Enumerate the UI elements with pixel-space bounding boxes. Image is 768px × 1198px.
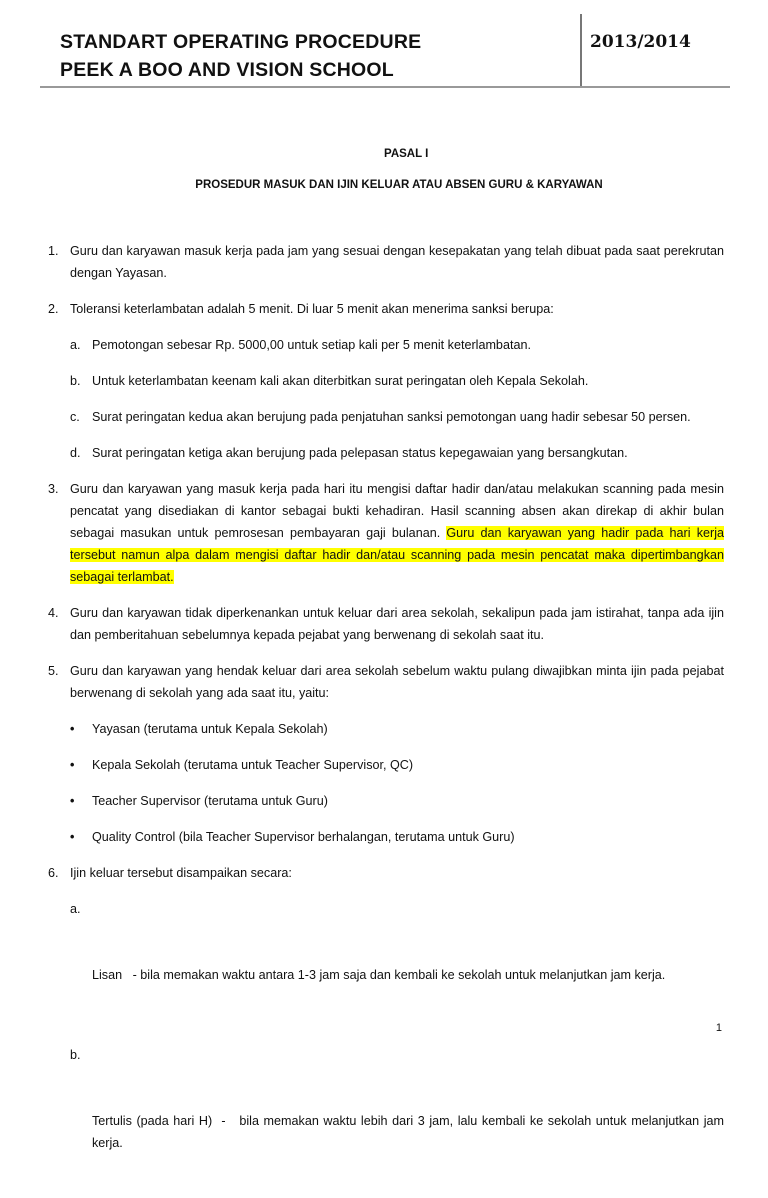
list-item [48, 240, 724, 284]
item-text: Guru dan karyawan tidak diperkenankan untuk keluar dari area sekolah, sekalipun pada jam istirahat, tanpa ada ijin dan pemberitahuan sebelumnya kepada pejabat yang berwenang di sekolah saat itu. [70, 606, 724, 642]
item-number: 4. [48, 606, 59, 620]
sub-item-text: Surat peringatan kedua akan berujung pada penjatuhan sanksi pemotongan uang hadir sebesar 50 persen. [92, 410, 691, 424]
list-item [48, 298, 724, 320]
item-text: Toleransi keterlambatan adalah 5 menit. Di luar 5 menit akan menerima sanksi berupa: [70, 302, 554, 316]
bullet-icon: • [70, 722, 75, 736]
item-text: Guru dan karyawan masuk kerja pada jam yang sesuai dengan kesepakatan yang telah dibuat pada saat perekrutan dengan Yayasan. [70, 244, 724, 280]
sub-item-letter: b. [70, 1048, 81, 1062]
bullet-icon: • [70, 830, 75, 844]
sub-item-letter: a. [70, 902, 81, 916]
sub-item [70, 442, 724, 464]
page-number: 1 [715, 1022, 722, 1034]
sub-item-text: Surat peringatan ketiga akan berujung pada pelepasan status kepegawaian yang bersangkutan. [92, 446, 628, 460]
pasal-label: PASAL I [384, 148, 429, 160]
sub-item-text: Pemotongan sebesar Rp. 5000,00 untuk setiap kali per 5 menit keterlambatan. [92, 338, 531, 352]
item-text: Guru dan karyawan yang hendak keluar dari area sekolah sebelum waktu pulang diwajibkan minta ijin pada pejabat berwenang di sekolah yang ada saat itu, yaitu: [70, 664, 724, 700]
article-subtitle: PROSEDUR MASUK DAN IJIN KELUAR ATAU ABSEN GURU & KARYAWAN [195, 179, 603, 191]
document-body [48, 240, 728, 1198]
bullet-item [70, 790, 724, 812]
item-number: 2. [48, 302, 59, 316]
item-text: Ijin keluar tersebut disampaikan secara: [70, 866, 292, 880]
bullet-text: Teacher Supervisor (terutama untuk Guru) [92, 794, 328, 808]
item-text-main: Guru dan karyawan yang masuk kerja pada hari itu mengisi daftar hadir dan/atau melakukan scanning pada mesin pencatat yang disediakan di kantor sebagai bukti kehadiran. Hasil scanning absen akan direkap di akhir bulan sebagai masukan untuk pemrosesan pembayaran gaji bulanan. [70, 482, 724, 540]
item-text [70, 478, 724, 588]
sub-item [70, 406, 724, 428]
list-item [48, 862, 724, 884]
sub-item [70, 370, 724, 392]
header-title [60, 28, 421, 84]
header-year: 2013/2014 [590, 32, 691, 52]
header-line-1: STANDART OPERATING PROCEDURE [60, 31, 422, 53]
item-number: 6. [48, 866, 59, 880]
sub-item-text: Untuk keterlambatan keenam kali akan diterbitkan surat peringatan oleh Kepala Sekolah. [92, 374, 589, 388]
bullet-text: Kepala Sekolah (terutama untuk Teacher Supervisor, QC) [92, 758, 414, 772]
sub-item-letter: c. [70, 410, 80, 424]
bullet-text: Quality Control (bila Teacher Supervisor berhalangan, terutama untuk Guru) [92, 830, 515, 844]
sub-item-letter: d. [70, 446, 81, 460]
item-number: 3. [48, 482, 59, 496]
document-header [40, 14, 730, 88]
sub-item-text: Lisan - bila memakan waktu antara 1-3 jam saja dan kembali ke sekolah untuk melanjutkan jam kerja. [92, 968, 666, 982]
header-divider [580, 14, 582, 86]
bullet-item [70, 718, 724, 740]
bullet-icon: • [70, 758, 75, 772]
article-heading [0, 148, 768, 160]
sub-item-text: Tertulis (pada hari H) - bila memakan waktu lebih dari 3 jam, lalu kembali ke sekolah untuk melanjutkan jam kerja. [92, 1114, 728, 1150]
sub-item-letter: b. [70, 374, 81, 388]
sub-item [70, 898, 724, 1030]
bullet-item [70, 826, 724, 848]
bullet-item [70, 754, 724, 776]
list-item [48, 660, 724, 704]
item-number: 5. [48, 664, 59, 678]
sub-item [70, 1044, 728, 1198]
item-number: 1. [48, 244, 59, 258]
highlighted-text: Guru dan karyawan yang hadir pada hari kerja tersebut namun alpa dalam mengisi daftar hadir dan/atau scanning pada mesin pencatat maka dipertimbangkan sebagai terlambat. [70, 526, 725, 584]
sub-item [70, 334, 724, 356]
list-item [48, 478, 724, 588]
header-rule [40, 86, 730, 88]
sub-item-letter: a. [70, 338, 81, 352]
bullet-text: Yayasan (terutama untuk Kepala Sekolah) [92, 722, 328, 736]
bullet-icon: • [70, 794, 75, 808]
list-item [48, 602, 724, 646]
header-line-2: PEEK A BOO AND VISION SCHOOL [60, 59, 394, 81]
